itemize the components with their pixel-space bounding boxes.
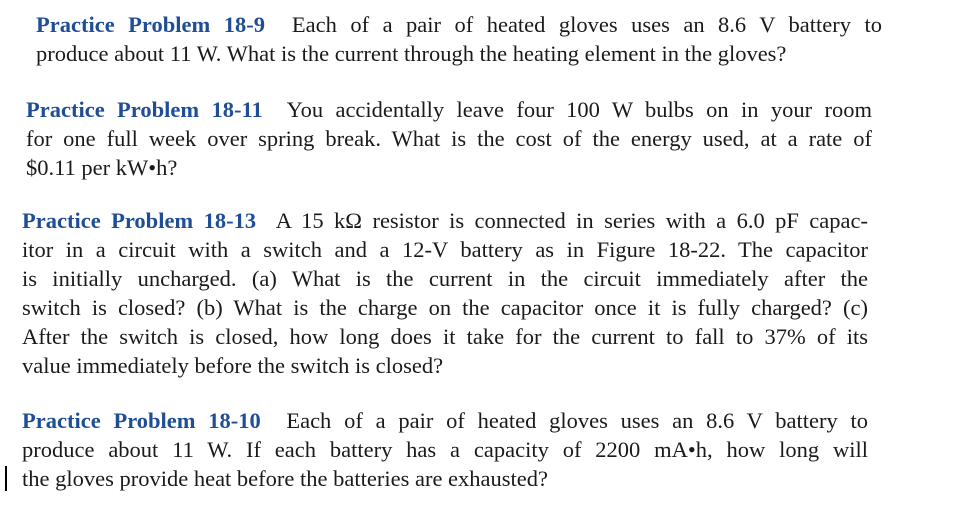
problem-line: produce about 11 W. What is the current through the heating element in the gloves? bbox=[36, 41, 787, 66]
problem-line: produce about 11 W. If each battery has a capacity of 2200 mA•h, how long will bbox=[22, 437, 868, 462]
problem-label: Practice Problem 18-13 bbox=[22, 208, 257, 233]
problem-line: After the switch is closed, how long does it take for the current to fall to 37% of its bbox=[22, 324, 868, 349]
problem-18-13 bbox=[22, 206, 868, 380]
problem-18-10 bbox=[22, 406, 868, 493]
problem-label: Practice Problem 18-10 bbox=[22, 408, 261, 433]
problem-label: Practice Problem 18-11 bbox=[26, 97, 263, 122]
problem-line: value immediately before the switch is closed? bbox=[22, 353, 444, 378]
problem-label: Practice Problem 18-9 bbox=[36, 12, 265, 37]
problem-line: itor in a circuit with a switch and a 12-V battery as in Figure 18-22. The capacitor bbox=[22, 237, 868, 262]
problem-line: is initially uncharged. (a) What is the current in the circuit immediately after the bbox=[22, 266, 868, 291]
problem-line: switch is closed? (b) What is the charge on the capacitor once it is fully charged? (c) bbox=[22, 295, 868, 320]
problem-18-9 bbox=[36, 10, 882, 68]
problem-line: the gloves provide heat before the batteries are exhausted? bbox=[22, 466, 549, 491]
problem-line: for one full week over spring break. What is the cost of the energy used, at a rate of bbox=[26, 126, 872, 151]
problem-line: Practice Problem 18-10 Each of a pair of heated gloves uses an 8.6 V battery to bbox=[22, 408, 869, 433]
problem-18-11 bbox=[26, 95, 872, 182]
text-cursor bbox=[5, 466, 7, 491]
problem-line: $0.11 per kW•h? bbox=[26, 155, 178, 180]
problem-line: Practice Problem 18-9 Each of a pair of heated gloves uses an 8.6 V battery to bbox=[36, 12, 883, 37]
problem-line: Practice Problem 18-11 You accidentally leave four 100 W bulbs on in your room bbox=[26, 97, 872, 122]
problem-line: Practice Problem 18-13 A 15 kΩ resistor is connected in series with a 6.0 pF capac- bbox=[22, 208, 868, 233]
